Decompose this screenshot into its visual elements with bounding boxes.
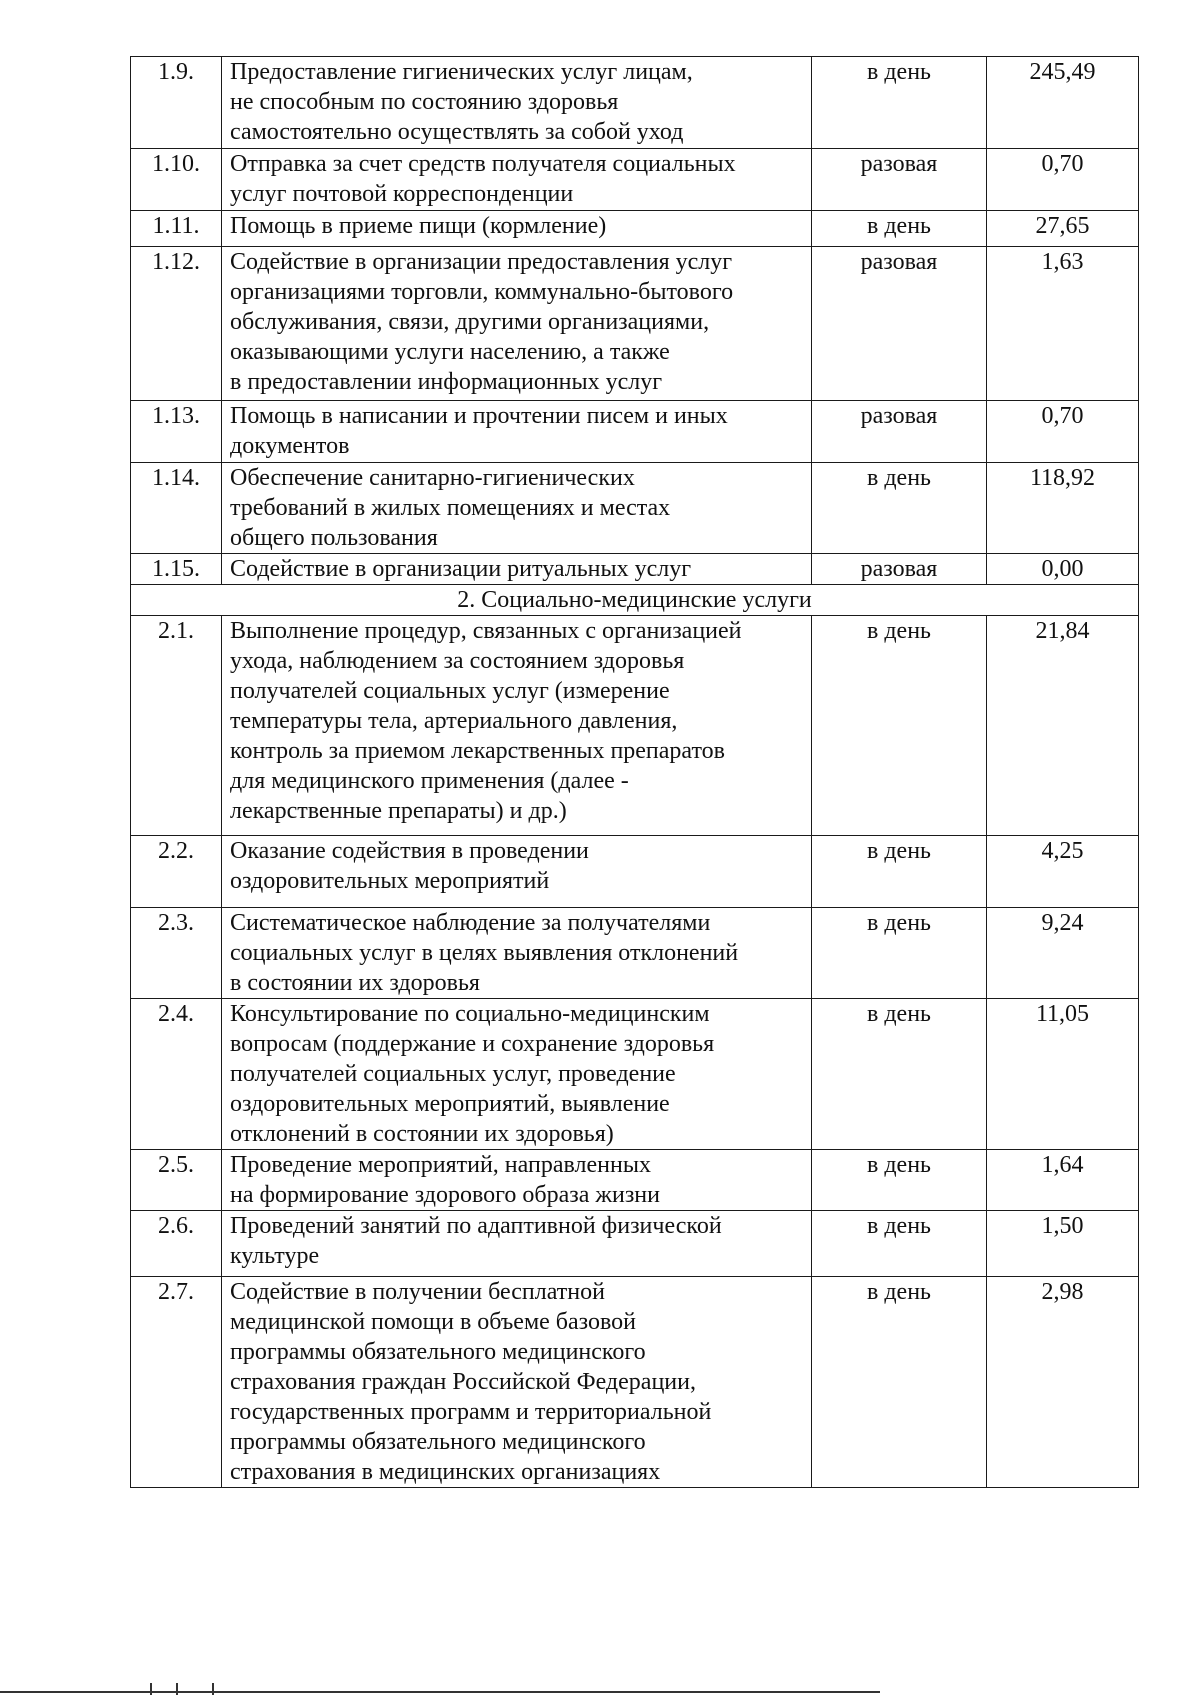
service-unit: в день xyxy=(812,616,987,836)
section-header-row xyxy=(131,585,1139,616)
service-price: 11,05 xyxy=(987,999,1139,1150)
table-row xyxy=(131,1211,1139,1277)
service-name-line: Помощь в приеме пищи (кормление) xyxy=(230,213,607,239)
service-unit: в день xyxy=(812,1277,987,1488)
service-name-line: страхования в медицинских организациях xyxy=(230,1459,661,1485)
service-name-line: оздоровительных мероприятий xyxy=(230,868,550,894)
service-name xyxy=(222,1277,812,1488)
service-name-line: медицинской помощи в объеме базовой xyxy=(230,1309,637,1335)
service-name-line: Предоставление гигиенических услуг лицам, xyxy=(230,59,693,85)
table-row xyxy=(131,999,1139,1150)
service-name-line: Содействие в организации предоставления услуг xyxy=(230,249,733,275)
service-name-line: страхования граждан Российской Федерации, xyxy=(230,1369,696,1395)
service-unit: в день xyxy=(812,57,987,149)
service-name-line: Оказание содействия в проведении xyxy=(230,838,589,864)
table-body-part2 xyxy=(131,616,1139,1488)
service-price: 21,84 xyxy=(987,616,1139,836)
service-name xyxy=(222,554,812,585)
row-number: 1.12. xyxy=(131,247,222,401)
row-number: 1.14. xyxy=(131,463,222,554)
service-name-line: Отправка за счет средств получателя социальных xyxy=(230,151,736,177)
services-tariff-table xyxy=(130,56,1139,1488)
service-name-line: вопросам (поддержание и сохранение здоровья xyxy=(230,1031,715,1057)
service-unit: в день xyxy=(812,211,987,247)
service-name-line: организациями торговли, коммунально-бытового xyxy=(230,279,734,305)
service-name-line: социальных услуг в целях выявления отклонений xyxy=(230,940,739,966)
service-name-line: общего пользования xyxy=(230,525,438,551)
service-name-line: Проведение мероприятий, направленных xyxy=(230,1152,651,1178)
service-name xyxy=(222,463,812,554)
row-number: 2.5. xyxy=(131,1150,222,1211)
table-row xyxy=(131,1277,1139,1488)
row-number: 2.4. xyxy=(131,999,222,1150)
section-title: 2. Социально-медицинские услуги xyxy=(131,585,1139,616)
table-row xyxy=(131,554,1139,585)
service-unit: в день xyxy=(812,1150,987,1211)
service-price: 2,98 xyxy=(987,1277,1139,1488)
service-price: 1,64 xyxy=(987,1150,1139,1211)
service-name xyxy=(222,401,812,463)
service-name-line: документов xyxy=(230,433,350,459)
service-price: 0,70 xyxy=(987,149,1139,211)
service-name xyxy=(222,247,812,401)
service-name-line: Проведений занятий по адаптивной физической xyxy=(230,1213,722,1239)
service-name xyxy=(222,1211,812,1277)
table-row xyxy=(131,247,1139,401)
service-name-line: оказывающими услуги населению, а также xyxy=(230,339,670,365)
service-name xyxy=(222,836,812,908)
service-unit: в день xyxy=(812,836,987,908)
service-name-line: требований в жилых помещениях и местах xyxy=(230,495,671,521)
service-price: 0,00 xyxy=(987,554,1139,585)
footer-rule xyxy=(0,1691,880,1693)
service-name-line: температуры тела, артериального давления, xyxy=(230,708,678,734)
service-name-line: программы обязательного медицинского xyxy=(230,1339,646,1365)
service-name-line: Консультирование по социально-медицинским xyxy=(230,1001,710,1027)
footer-tick xyxy=(150,1683,152,1695)
row-number: 1.9. xyxy=(131,57,222,149)
table-row xyxy=(131,149,1139,211)
service-unit: разовая xyxy=(812,149,987,211)
table-row xyxy=(131,463,1139,554)
service-name-line: Выполнение процедур, связанных с организацией xyxy=(230,618,742,644)
service-name-line: культуре xyxy=(230,1243,320,1269)
service-unit: разовая xyxy=(812,554,987,585)
service-name-line: получателей социальных услуг, проведение xyxy=(230,1061,676,1087)
service-name-line: государственных программ и территориальной xyxy=(230,1399,712,1425)
service-unit: в день xyxy=(812,1211,987,1277)
table-row xyxy=(131,908,1139,999)
service-name-line: Обеспечение санитарно-гигиенических xyxy=(230,465,635,491)
row-number: 1.11. xyxy=(131,211,222,247)
service-name-line: лекарственные препараты) и др.) xyxy=(230,798,567,824)
service-name xyxy=(222,1150,812,1211)
service-name-line: в предоставлении информационных услуг xyxy=(230,369,663,395)
service-name-line: в состоянии их здоровья xyxy=(230,970,480,996)
table-row xyxy=(131,57,1139,149)
service-name-line: Помощь в написании и прочтении писем и иных xyxy=(230,403,728,429)
service-name-line: Систематическое наблюдение за получателями xyxy=(230,910,711,936)
service-price: 4,25 xyxy=(987,836,1139,908)
service-name-line: отклонений в состоянии их здоровья) xyxy=(230,1121,614,1147)
service-name-line: на формирование здорового образа жизни xyxy=(230,1182,660,1208)
service-price: 245,49 xyxy=(987,57,1139,149)
row-number: 1.10. xyxy=(131,149,222,211)
service-name-line: не способным по состоянию здоровья xyxy=(230,89,619,115)
service-name-line: для медицинского применения (далее - xyxy=(230,768,629,794)
service-name-line: получателей социальных услуг (измерение xyxy=(230,678,670,704)
service-name-line: самостоятельно осуществлять за собой уход xyxy=(230,119,684,145)
table-row xyxy=(131,401,1139,463)
service-unit: в день xyxy=(812,999,987,1150)
service-price: 1,63 xyxy=(987,247,1139,401)
service-unit: разовая xyxy=(812,401,987,463)
row-number: 1.15. xyxy=(131,554,222,585)
service-name-line: услуг почтовой корреспонденции xyxy=(230,181,574,207)
row-number: 2.1. xyxy=(131,616,222,836)
service-price: 118,92 xyxy=(987,463,1139,554)
service-name-line: оздоровительных мероприятий, выявление xyxy=(230,1091,670,1117)
service-unit: в день xyxy=(812,908,987,999)
row-number: 2.3. xyxy=(131,908,222,999)
service-name-line: ухода, наблюдением за состоянием здоровья xyxy=(230,648,685,674)
service-name-line: Содействие в получении бесплатной xyxy=(230,1279,605,1305)
table-row xyxy=(131,616,1139,836)
service-price: 27,65 xyxy=(987,211,1139,247)
table-row xyxy=(131,836,1139,908)
service-name xyxy=(222,999,812,1150)
service-name xyxy=(222,211,812,247)
table-body-section2-header xyxy=(131,585,1139,616)
service-price: 9,24 xyxy=(987,908,1139,999)
service-name-line: Содействие в организации ритуальных услуг xyxy=(230,556,692,582)
service-name-line: контроль за приемом лекарственных препаратов xyxy=(230,738,725,764)
service-name xyxy=(222,616,812,836)
row-number: 2.2. xyxy=(131,836,222,908)
table-row xyxy=(131,211,1139,247)
footer-tick xyxy=(212,1683,214,1695)
service-name xyxy=(222,149,812,211)
row-number: 2.7. xyxy=(131,1277,222,1488)
table-row xyxy=(131,1150,1139,1211)
service-price: 1,50 xyxy=(987,1211,1139,1277)
service-name xyxy=(222,57,812,149)
service-unit: в день xyxy=(812,463,987,554)
row-number: 2.6. xyxy=(131,1211,222,1277)
row-number: 1.13. xyxy=(131,401,222,463)
footer-tick xyxy=(176,1683,178,1695)
service-unit: разовая xyxy=(812,247,987,401)
service-name-line: программы обязательного медицинского xyxy=(230,1429,646,1455)
service-name-line: обслуживания, связи, другими организациями, xyxy=(230,309,710,335)
table-body-part1 xyxy=(131,57,1139,585)
service-name xyxy=(222,908,812,999)
service-price: 0,70 xyxy=(987,401,1139,463)
